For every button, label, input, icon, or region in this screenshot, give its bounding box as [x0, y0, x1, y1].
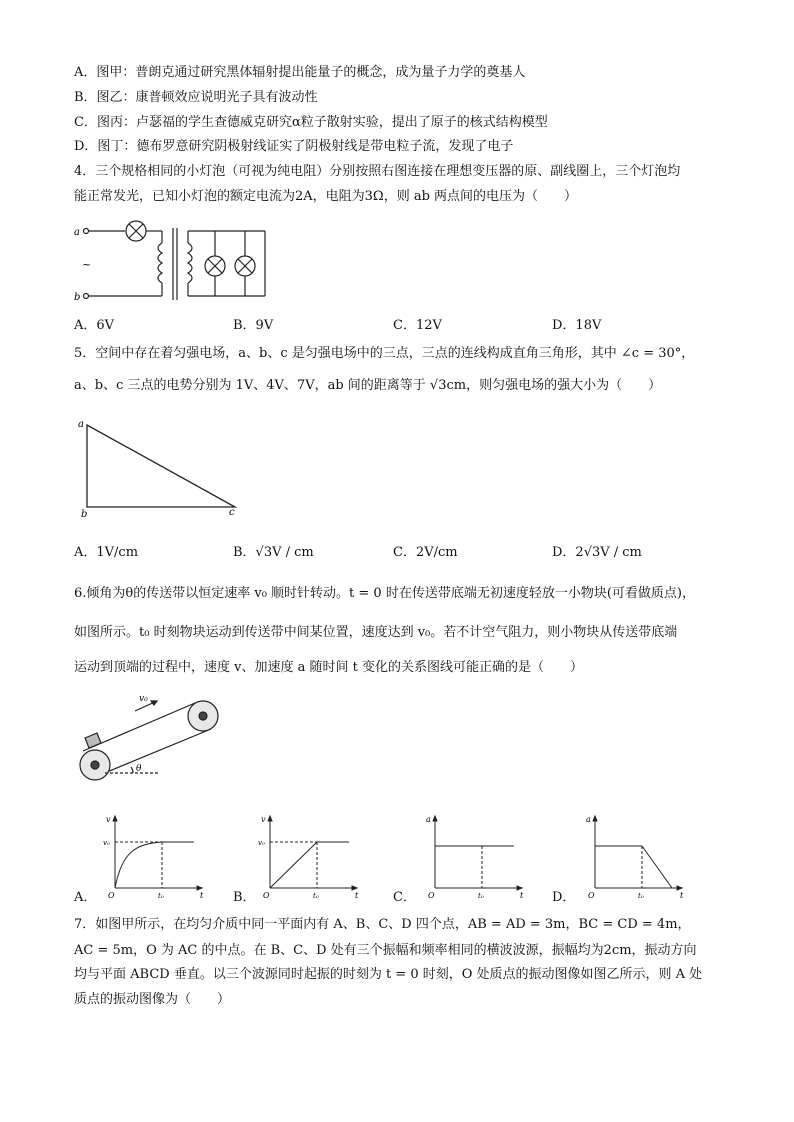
q4-stem-line1: 4．三个规格相同的小灯泡（可视为纯电阻）分别按照右图连接在理想变压器的原、副线圈上，三个灯泡均 [74, 164, 681, 179]
q4-label-ac-source: ~ [82, 258, 92, 271]
q6d-origin: O [588, 891, 595, 900]
q3-option-d: D．图丁：德布罗意研究阴极射线证实了阴极射线是带电粒子流，发现了电子 [74, 139, 514, 154]
q6a-label-t0: t₀ [158, 892, 164, 900]
q6c-axis-t: t [520, 891, 524, 900]
q5-option-a: A．1V/cm [74, 545, 139, 560]
q6-graph-b [255, 810, 365, 900]
q6a-origin: O [108, 891, 115, 900]
q5-right-triangle [75, 415, 245, 520]
q4-label-a: a [74, 227, 80, 238]
q7-stem-line3: 均与平面 ABCD 垂直。以三个波源同时起振的时刻为 t = 0 时刻，O 处质点的振动图像如图乙所示，则 A 处 [74, 967, 703, 982]
q6a-label-v0: v₀ [103, 839, 110, 847]
q4-transformer-circuit [70, 218, 270, 303]
q5-option-d: D．2√3V / cm [552, 545, 642, 560]
q6-option-a-label: A． [74, 890, 97, 905]
q6-graph-c [420, 810, 530, 900]
q4-option-b: B．9V [233, 318, 274, 333]
q3-option-c: C．图丙：卢瑟福的学生查德威克研究α粒子散射实验，提出了原子的核式结构模型 [74, 115, 548, 130]
q6c-origin: O [428, 891, 435, 900]
q6b-label-v0: v₀ [258, 839, 265, 847]
q4-option-a: A．6V [74, 318, 115, 333]
q6a-axis-v: v [106, 815, 111, 824]
q6b-label-t0: t₀ [313, 892, 319, 900]
q7-stem-line1: 7．如图甲所示，在均匀介质中同一平面内有 A、B、C、D 四个点，AB = AD = 3m，BC = CD = 4m， [74, 917, 691, 932]
q6-option-d-label: D． [552, 890, 576, 905]
q4-option-c: C．12V [393, 318, 442, 333]
q6d-label-t0: t₀ [638, 892, 644, 900]
q5-label-c: c [229, 507, 235, 518]
q6a-axis-t: t [200, 891, 204, 900]
q6-graph-a [100, 810, 210, 900]
q6-stem-line2: 如图所示。t₀ 时刻物块运动到传送带中间某位置，速度达到 v₀。若不计空气阻力，则小物块从传送带底端 [74, 625, 678, 640]
q6-conveyor-belt [75, 693, 225, 788]
q6c-label-t0: t₀ [478, 892, 484, 900]
q6b-axis-t: t [355, 891, 359, 900]
q6b-axis-v: v [261, 815, 266, 824]
q6d-axis-t: t [680, 891, 684, 900]
q3-option-b: B．图乙：康普顿效应说明光子具有波动性 [74, 90, 318, 105]
q6-option-b-label: B． [233, 890, 256, 905]
q4-option-d: D．18V [552, 318, 602, 333]
q5-option-b: B．√3V / cm [233, 545, 314, 560]
q6c-axis-a: a [426, 815, 431, 824]
q7-stem-line4: 质点的振动图像为（ ） [74, 992, 231, 1007]
q6-option-c-label: C． [393, 890, 416, 905]
q5-option-c: C．2V/cm [393, 545, 458, 560]
q5-stem-line1: 5．空间中存在着匀强电场，a、b、c 是匀强电场中的三点，三点的连线构成直角三角形，其中 ∠c = 30°， [74, 346, 695, 361]
q4-label-b: b [74, 292, 81, 303]
q6-belt-label-theta: θ [136, 764, 142, 774]
q5-stem-line2: a、b、c 三点的电势分别为 1V、4V、7V，ab 间的距离等于 √3cm，则匀强电场的强大小为（ ） [74, 378, 662, 393]
q3-option-a: A．图甲：普朗克通过研究黑体辐射提出能量子的概念，成为量子力学的奠基人 [74, 65, 526, 80]
q6b-origin: O [263, 891, 270, 900]
q7-stem-line2: AC = 5m，O 为 AC 的中点。在 B、C、D 处有三个振幅和频率相同的横波波源，振幅均为2cm，振动方向 [74, 943, 697, 958]
q6-belt-label-v0: v₀ [139, 694, 148, 704]
q5-label-b: b [81, 509, 88, 520]
q6-stem-line3: 运动到顶端的过程中，速度 v、加速度 a 随时间 t 变化的关系图线可能正确的是（ ） [74, 660, 583, 675]
q4-stem-line2: 能正常发光，已知小灯泡的额定电流为2A，电阻为3Ω，则 ab 两点间的电压为（ ） [74, 189, 578, 204]
q5-label-a: a [78, 419, 84, 430]
q6d-axis-a: a [586, 815, 591, 824]
q6-stem-line1: 6.倾角为θ的传送带以恒定速率 v₀ 顺时针转动。t = 0 时在传送带底端无初速度轻放一小物块(可看做质点)， [74, 586, 695, 601]
q6-graph-d [580, 810, 690, 900]
